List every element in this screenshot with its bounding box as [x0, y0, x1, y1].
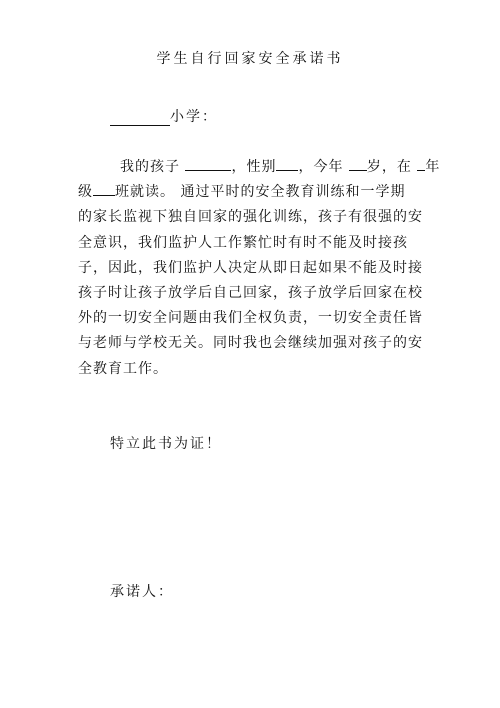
paragraph-line-8: 与老师与学校无关。同时我也会继续加强对孩子的安	[78, 335, 423, 352]
paragraph-line-2	[78, 180, 423, 205]
text-gender: ，性别	[231, 159, 277, 175]
paragraph-line-4: 全意识，我们监护人工作繁忙时有时不能及时接孩	[78, 234, 408, 251]
child-name-blank	[185, 156, 231, 171]
pledge-paragraph	[78, 155, 441, 382]
age-blank	[349, 156, 367, 171]
text-year: 年	[425, 159, 441, 175]
text-class: 班就读。 通过平时的安全教育训练和一学期	[115, 184, 406, 201]
school-suffix: 小学：	[170, 109, 218, 125]
signer-label: 承诺人：	[110, 584, 174, 600]
text-in: 岁，在	[366, 159, 412, 175]
paragraph-line-7: 外的一切安全问题由我们全权负责，一切安全责任皆	[78, 310, 423, 327]
paragraph-line-5: 子，因此，我们监护人决定从即日起如果不能及时接	[78, 259, 423, 276]
text-child: 我的孩子	[120, 159, 180, 175]
oath-statement: 特立此书为证！	[110, 436, 222, 452]
class-blank	[93, 181, 115, 196]
school-name-blank	[110, 111, 170, 126]
paragraph-line-9: 全教育工作。	[78, 360, 168, 377]
text-grade: 级	[78, 184, 93, 201]
gender-blank	[276, 156, 298, 171]
paragraph-line-3: 的家长监视下独自回家的强化训练，孩子有很强的安	[78, 209, 423, 226]
paragraph-line-1	[78, 155, 441, 180]
paragraph-line-6: 孩子时让孩子放学后自己回家，孩子放学后回家在校	[78, 285, 423, 302]
text-age: ，今年	[298, 159, 344, 175]
document-title: 学生自行回家安全承诺书	[156, 51, 344, 67]
school-line	[110, 106, 218, 126]
